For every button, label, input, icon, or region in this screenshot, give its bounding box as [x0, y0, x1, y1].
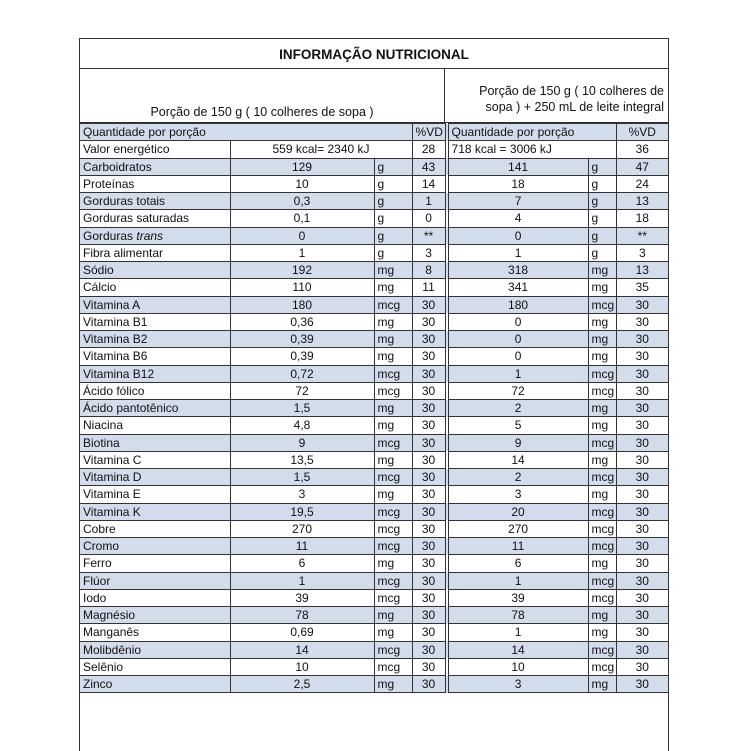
right-vd: 35: [616, 279, 668, 296]
right-vd: 30: [616, 469, 668, 486]
table-header-row: [80, 124, 668, 141]
left-amount: 19,5: [230, 503, 374, 520]
left-amount: 270: [230, 520, 374, 537]
left-vd: 43: [412, 158, 445, 175]
right-amount: 3: [448, 676, 588, 693]
left-vd: 30: [412, 676, 445, 693]
left-amount: 0,69: [230, 624, 374, 641]
right-unit: g: [588, 244, 616, 261]
right-amount: 1: [448, 365, 588, 382]
table-row: [80, 365, 668, 382]
nutrient-name: Vitamina E: [80, 486, 230, 503]
left-vd: 30: [412, 607, 445, 624]
left-vd: **: [412, 227, 445, 244]
nutrition-table-body: [80, 124, 668, 693]
right-unit: mcg: [588, 382, 616, 399]
right-unit: mg: [588, 624, 616, 641]
right-amount: 11: [448, 538, 588, 555]
portion-left-label: Porção de 150 g ( 10 colheres de sopa ): [80, 69, 445, 122]
left-vd: 30: [412, 469, 445, 486]
left-unit: mcg: [374, 296, 412, 313]
table-row: [80, 313, 668, 330]
nutrient-name: Vitamina A: [80, 296, 230, 313]
right-unit: mg: [588, 331, 616, 348]
nutrient-name: Fibra alimentar: [80, 244, 230, 261]
right-vd: 30: [616, 365, 668, 382]
left-unit: mcg: [374, 503, 412, 520]
table-row: [80, 520, 668, 537]
nutrient-name: [80, 227, 230, 244]
left-vd: 30: [412, 434, 445, 451]
left-vd: 30: [412, 313, 445, 330]
nutrient-name: Manganês: [80, 624, 230, 641]
nutrient-name: Biotina: [80, 434, 230, 451]
right-unit: mcg: [588, 572, 616, 589]
nutrient-name: Vitamina K: [80, 503, 230, 520]
right-vd: 30: [616, 676, 668, 693]
left-unit: g: [374, 210, 412, 227]
left-unit: mcg: [374, 434, 412, 451]
left-amount: 0: [230, 227, 374, 244]
left-amount: 1: [230, 572, 374, 589]
right-vd: 30: [616, 313, 668, 330]
left-unit: g: [374, 227, 412, 244]
left-vd: 30: [412, 365, 445, 382]
portion-right-line2: sopa ) + 250 mL de leite integral: [485, 100, 664, 114]
right-vd: 30: [616, 451, 668, 468]
vd-header-left: %VD: [412, 124, 445, 141]
left-vd: 30: [412, 451, 445, 468]
right-unit: mcg: [588, 365, 616, 382]
right-vd: 30: [616, 555, 668, 572]
right-amount: 6: [448, 555, 588, 572]
right-unit: mcg: [588, 589, 616, 606]
left-unit: mcg: [374, 365, 412, 382]
left-vd: 30: [412, 503, 445, 520]
right-unit: mcg: [588, 296, 616, 313]
left-amount: 110: [230, 279, 374, 296]
left-amount: 1,5: [230, 469, 374, 486]
left-amount: 1,5: [230, 400, 374, 417]
right-amount: 72: [448, 382, 588, 399]
table-row: [80, 503, 668, 520]
right-amount: 270: [448, 520, 588, 537]
right-unit: mg: [588, 400, 616, 417]
left-unit: mg: [374, 486, 412, 503]
right-vd: 30: [616, 624, 668, 641]
table-row: [80, 451, 668, 468]
nutrient-name: Vitamina C: [80, 451, 230, 468]
right-unit: g: [588, 158, 616, 175]
left-vd: 30: [412, 520, 445, 537]
right-unit: mg: [588, 348, 616, 365]
right-amount: 78: [448, 607, 588, 624]
table-row: [80, 469, 668, 486]
table-row: [80, 193, 668, 210]
energy-label: Valor energético: [80, 141, 230, 158]
left-amount: 6: [230, 555, 374, 572]
left-vd: 30: [412, 296, 445, 313]
nutrient-name: Gorduras totais: [80, 193, 230, 210]
left-unit: mg: [374, 676, 412, 693]
left-unit: mg: [374, 262, 412, 279]
nutrient-name: Zinco: [80, 676, 230, 693]
nutrient-name: Vitamina B6: [80, 348, 230, 365]
right-amount: 318: [448, 262, 588, 279]
left-unit: mcg: [374, 520, 412, 537]
left-amount: 4,8: [230, 417, 374, 434]
nutrient-name: Carboidratos: [80, 158, 230, 175]
table-row: [80, 244, 668, 261]
right-amount: 7: [448, 193, 588, 210]
right-unit: mg: [588, 313, 616, 330]
energy-row: [80, 141, 668, 158]
qty-header-left: Quantidade por porção: [80, 124, 412, 141]
right-amount: 0: [448, 331, 588, 348]
left-unit: mg: [374, 279, 412, 296]
right-vd: 3: [616, 244, 668, 261]
right-amount: 3: [448, 486, 588, 503]
left-vd: 30: [412, 572, 445, 589]
left-vd: 30: [412, 331, 445, 348]
nutrient-name: Ácido fólico: [80, 382, 230, 399]
left-vd: 3: [412, 244, 445, 261]
right-unit: mcg: [588, 434, 616, 451]
right-vd: 30: [616, 589, 668, 606]
portion-header: [80, 69, 668, 123]
nutrient-name: Ferro: [80, 555, 230, 572]
right-vd: 30: [616, 658, 668, 675]
table-row: [80, 279, 668, 296]
right-amount: 4: [448, 210, 588, 227]
nutrient-name-italic: trans: [136, 228, 164, 243]
left-unit: g: [374, 175, 412, 192]
right-amount: 18: [448, 175, 588, 192]
left-unit: mcg: [374, 382, 412, 399]
energy-left-value: 559 kcal= 2340 kJ: [230, 141, 412, 158]
right-vd: 30: [616, 348, 668, 365]
left-amount: 2,5: [230, 676, 374, 693]
left-vd: 30: [412, 555, 445, 572]
left-unit: g: [374, 244, 412, 261]
left-amount: 9: [230, 434, 374, 451]
nutrient-name: Cálcio: [80, 279, 230, 296]
left-unit: g: [374, 193, 412, 210]
left-amount: 0,39: [230, 348, 374, 365]
left-vd: 1: [412, 193, 445, 210]
right-unit: g: [588, 210, 616, 227]
left-vd: 11: [412, 279, 445, 296]
table-row: [80, 538, 668, 555]
right-amount: 0: [448, 227, 588, 244]
right-amount: 5: [448, 417, 588, 434]
portion-right-label: [445, 69, 668, 122]
left-vd: 30: [412, 641, 445, 658]
left-amount: 129: [230, 158, 374, 175]
nutrient-name: Cromo: [80, 538, 230, 555]
right-amount: 1: [448, 572, 588, 589]
table-row: [80, 676, 668, 693]
left-amount: 1: [230, 244, 374, 261]
left-amount: 192: [230, 262, 374, 279]
left-unit: mcg: [374, 589, 412, 606]
table-row: [80, 262, 668, 279]
right-vd: 30: [616, 641, 668, 658]
right-amount: 141: [448, 158, 588, 175]
right-vd: 13: [616, 193, 668, 210]
left-vd: 0: [412, 210, 445, 227]
left-amount: 10: [230, 658, 374, 675]
right-unit: mg: [588, 676, 616, 693]
left-vd: 30: [412, 538, 445, 555]
right-vd: 24: [616, 175, 668, 192]
right-amount: 1: [448, 244, 588, 261]
nutrition-facts-sheet: [79, 38, 669, 751]
table-row: [80, 624, 668, 641]
table-row: [80, 227, 668, 244]
left-amount: 10: [230, 175, 374, 192]
vd-header-right: %VD: [616, 124, 668, 141]
nutrient-name: Niacina: [80, 417, 230, 434]
right-amount: 0: [448, 313, 588, 330]
left-unit: mg: [374, 607, 412, 624]
left-unit: mg: [374, 555, 412, 572]
left-vd: 30: [412, 417, 445, 434]
right-amount: 180: [448, 296, 588, 313]
left-vd: 30: [412, 400, 445, 417]
right-vd: 13: [616, 262, 668, 279]
table-row: [80, 589, 668, 606]
left-unit: mg: [374, 451, 412, 468]
table-row: [80, 400, 668, 417]
nutrient-name: Vitamina B2: [80, 331, 230, 348]
right-unit: mcg: [588, 538, 616, 555]
left-unit: mg: [374, 348, 412, 365]
table-row: [80, 175, 668, 192]
nutrient-name: Molibdênio: [80, 641, 230, 658]
left-unit: mg: [374, 313, 412, 330]
right-vd: **: [616, 227, 668, 244]
table-row: [80, 158, 668, 175]
nutrient-name: Vitamina B1: [80, 313, 230, 330]
left-unit: mcg: [374, 572, 412, 589]
energy-right-vd: 36: [616, 141, 668, 158]
right-unit: g: [588, 227, 616, 244]
table-row: [80, 434, 668, 451]
right-unit: mcg: [588, 503, 616, 520]
left-amount: 13,5: [230, 451, 374, 468]
right-vd: 30: [616, 572, 668, 589]
table-row: [80, 296, 668, 313]
left-vd: 30: [412, 589, 445, 606]
right-vd: 30: [616, 382, 668, 399]
right-amount: 341: [448, 279, 588, 296]
left-unit: mcg: [374, 469, 412, 486]
right-unit: mg: [588, 555, 616, 572]
left-amount: 11: [230, 538, 374, 555]
energy-left-vd: 28: [412, 141, 445, 158]
right-vd: 30: [616, 434, 668, 451]
right-vd: 30: [616, 520, 668, 537]
left-unit: mcg: [374, 641, 412, 658]
table-row: [80, 210, 668, 227]
left-vd: 8: [412, 262, 445, 279]
nutrient-name: Gorduras saturadas: [80, 210, 230, 227]
right-amount: 0: [448, 348, 588, 365]
right-unit: mcg: [588, 658, 616, 675]
nutrient-name: Sódio: [80, 262, 230, 279]
left-vd: 14: [412, 175, 445, 192]
left-amount: 39: [230, 589, 374, 606]
nutrient-name: Proteínas: [80, 175, 230, 192]
right-amount: 14: [448, 641, 588, 658]
right-vd: 30: [616, 296, 668, 313]
right-vd: 47: [616, 158, 668, 175]
right-amount: 1: [448, 624, 588, 641]
left-vd: 30: [412, 486, 445, 503]
left-vd: 30: [412, 382, 445, 399]
right-unit: mg: [588, 262, 616, 279]
table-row: [80, 555, 668, 572]
left-amount: 14: [230, 641, 374, 658]
left-vd: 30: [412, 624, 445, 641]
left-amount: 72: [230, 382, 374, 399]
right-unit: mcg: [588, 469, 616, 486]
right-unit: mcg: [588, 520, 616, 537]
left-amount: 78: [230, 607, 374, 624]
table-row: [80, 331, 668, 348]
right-amount: 10: [448, 658, 588, 675]
table-row: [80, 607, 668, 624]
left-vd: 30: [412, 658, 445, 675]
left-unit: mg: [374, 624, 412, 641]
left-amount: 0,36: [230, 313, 374, 330]
right-unit: g: [588, 175, 616, 192]
right-unit: mg: [588, 417, 616, 434]
nutrient-name: Iodo: [80, 589, 230, 606]
table-row: [80, 417, 668, 434]
nutrient-name: Vitamina D: [80, 469, 230, 486]
right-vd: 30: [616, 417, 668, 434]
right-unit: mg: [588, 607, 616, 624]
portion-right-line1: Porção de 150 g ( 10 colheres de: [479, 84, 664, 98]
nutrient-name: Selênio: [80, 658, 230, 675]
left-vd: 30: [412, 348, 445, 365]
table-row: [80, 486, 668, 503]
table-row: [80, 572, 668, 589]
right-amount: 20: [448, 503, 588, 520]
left-unit: mg: [374, 331, 412, 348]
nutrient-name: Vitamina B12: [80, 365, 230, 382]
left-amount: 180: [230, 296, 374, 313]
table-row: [80, 348, 668, 365]
right-vd: 18: [616, 210, 668, 227]
left-unit: mg: [374, 417, 412, 434]
left-unit: mcg: [374, 538, 412, 555]
nutrient-name: Cobre: [80, 520, 230, 537]
right-amount: 14: [448, 451, 588, 468]
right-unit: mcg: [588, 641, 616, 658]
qty-header-right: Quantidade por porção: [448, 124, 616, 141]
left-amount: 3: [230, 486, 374, 503]
table-title: INFORMAÇÃO NUTRICIONAL: [80, 39, 668, 69]
left-unit: g: [374, 158, 412, 175]
table-row: [80, 658, 668, 675]
right-vd: 30: [616, 331, 668, 348]
right-unit: mg: [588, 486, 616, 503]
right-vd: 30: [616, 607, 668, 624]
nutrient-name: Ácido pantotênico: [80, 400, 230, 417]
right-vd: 30: [616, 503, 668, 520]
left-amount: 0,72: [230, 365, 374, 382]
table-row: [80, 382, 668, 399]
right-vd: 30: [616, 486, 668, 503]
left-amount: 0,39: [230, 331, 374, 348]
right-unit: mg: [588, 279, 616, 296]
right-amount: 2: [448, 469, 588, 486]
right-vd: 30: [616, 538, 668, 555]
right-unit: mg: [588, 451, 616, 468]
left-amount: 0,1: [230, 210, 374, 227]
table-row: [80, 641, 668, 658]
left-unit: mg: [374, 400, 412, 417]
right-amount: 2: [448, 400, 588, 417]
left-unit: mcg: [374, 658, 412, 675]
right-unit: g: [588, 193, 616, 210]
right-vd: 30: [616, 400, 668, 417]
energy-right-value: 718 kcal = 3006 kJ: [448, 141, 616, 158]
nutrient-name: Flúor: [80, 572, 230, 589]
left-amount: 0,3: [230, 193, 374, 210]
nutrient-name: Magnésio: [80, 607, 230, 624]
right-amount: 9: [448, 434, 588, 451]
nutrient-name-text: Gorduras: [83, 228, 137, 243]
right-amount: 39: [448, 589, 588, 606]
nutrition-table: [80, 123, 668, 693]
